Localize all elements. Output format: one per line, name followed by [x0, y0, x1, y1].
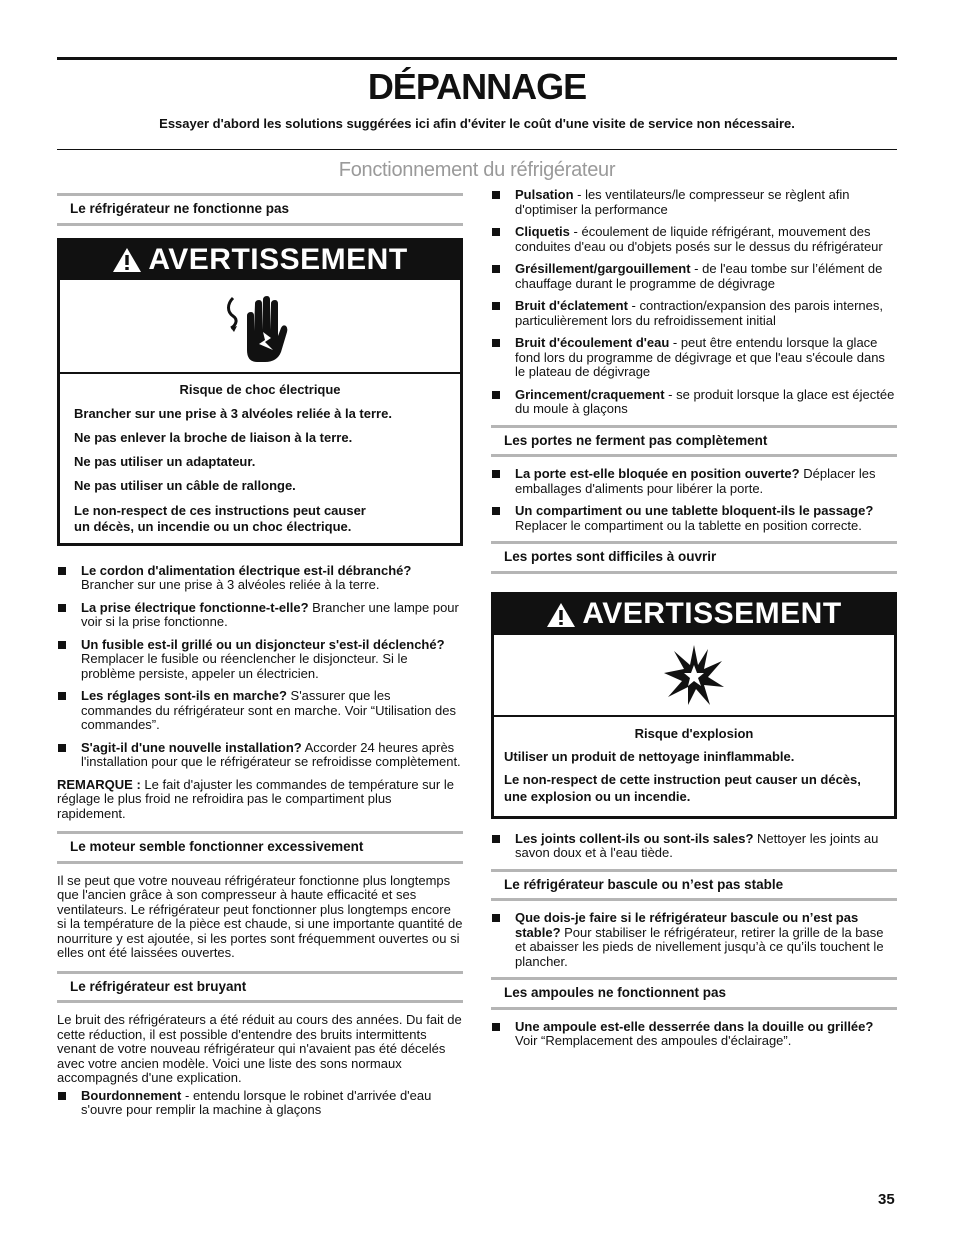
subheading-doors-close: Les portes ne ferment pas complètement: [491, 425, 897, 458]
paragraph-noisy: Le bruit des réfrigérateurs a été réduit au cours des années. Du fait de cette réduction, il est possible d'entendre des bruits intermittents venant de votre nouveau réfrigérateur qui n'avaient pas été décelés avec votre ancien modèle. Voici une liste des sons normaux accompagnés d'une explication.: [57, 1012, 462, 1085]
page-title: DÉPANNAGE: [367, 66, 587, 107]
warning-text: [60, 374, 460, 535]
list-item: Cliquetis - écoulement de liquide réfrigérant, mouvement des conduites d'eau ou d'objets posés sur le dessus du réfrigérateur: [491, 225, 897, 254]
warning-label: AVERTISSEMENT: [582, 597, 842, 631]
list-item: La prise électrique fonctionne-t-elle? Brancher une lampe pour voir si la prise fonctionne.: [57, 601, 463, 630]
doors-list: [491, 467, 897, 533]
list-item: Les réglages sont-ils en marche? S'assurer que les commandes du réfrigérateur sont en marche. Voir “Utilisation des commandes”.: [57, 689, 463, 733]
warning-line: Utiliser un produit de nettoyage ininflammable.: [504, 748, 795, 764]
checklist-not-working: [57, 564, 463, 770]
left-column: [57, 193, 463, 1126]
electric-shock-hand-icon: [225, 286, 295, 366]
list-item: Le cordon d'alimentation électrique est-il débranché? Brancher sur une prise à 3 alvéoles reliée à la terre.: [57, 564, 463, 593]
list-item: Grésillement/gargouillement - de l'eau tombe sur l’élément de chauffage durant le programme de dégivrage: [491, 262, 897, 291]
list-item: Bruit d'éclatement - contraction/expansion des parois internes, particulièrement lors du refroidissement initial: [491, 299, 897, 328]
warning-consequence: Le non-respect de cette instruction peut causer un décès,: [504, 771, 861, 787]
list-item: Bruit d'écoulement d'eau - peut être entendu lorsque la glace fond lors du programme de dégivrage et que l'eau s'écoule dans le plateau de dégivrage: [491, 336, 897, 380]
warning-line: Ne pas utiliser un adaptateur.: [74, 453, 256, 469]
warning-line: Ne pas enlever la broche de liaison à la terre.: [74, 429, 353, 445]
list-item: Pulsation - les ventilateurs/le compresseur se règlent afin d'optimiser la performance: [491, 188, 897, 217]
warning-box-explosion: [491, 592, 897, 819]
warning-risk: Risque de choc électrique: [179, 381, 341, 397]
warning-consequence: Le non-respect de ces instructions peut causer: [74, 502, 366, 518]
list-item: Que dois-je faire si le réfrigérateur bascule ou n’est pas stable? Pour stabiliser le réfrigérateur, retirer la grille de la base et abaisser les pieds de nivellement jusqu’à ce qu’ils touchent le plancher.: [491, 911, 897, 969]
warning-box-electric: [57, 238, 463, 546]
warning-label: AVERTISSEMENT: [148, 242, 408, 276]
warning-risk: Risque d'explosion: [634, 725, 754, 741]
paragraph-motor: Il se peut que votre nouveau réfrigérateur fonctionne plus longtemps que l'ancien grâce à son compresseur à haute efficacité et ses ventilateurs. Le réfrigérateur peut fonctionner plus longtemps encore si la température de la pièce est chaude, si une importante quantité de nourriture y est ajoutée, si les portes sont fréquemment ouvertes ou si elles ont été laissées ouvertes.: [57, 872, 463, 960]
page-number: 35: [878, 1191, 895, 1208]
warning-header: [494, 595, 894, 635]
list-item: La porte est-elle bloquée en position ouverte? Déplacer les emballages d'aliments pour libérer la porte.: [491, 467, 897, 496]
subheading-noisy: Le réfrigérateur est bruyant: [57, 971, 463, 1004]
list-item: Bourdonnement - entendu lorsque le robinet d'arrivée d'eau s'ouvre pour remplir la machine à glaçons: [57, 1089, 463, 1118]
subheading-bulbs: Les ampoules ne fonctionnent pas: [491, 977, 897, 1010]
list-item: Un fusible est-il grillé ou un disjoncteur s'est-il déclenché? Remplacer le fusible ou réenclencher le disjoncteur. Si le problème persiste, appeler un électricien.: [57, 638, 463, 682]
subheading-tilt: Le réfrigérateur bascule ou n’est pas stable: [491, 869, 897, 902]
subheading-doors-open: Les portes sont difficiles à ouvrir: [491, 541, 897, 574]
warning-triangle-icon: [112, 247, 142, 273]
explosion-icon: [662, 643, 726, 707]
warning-icon-area: [494, 635, 894, 717]
warning-consequence: une explosion ou un incendie.: [504, 788, 691, 804]
subheading-not-working: Le réfrigérateur ne fonctionne pas: [57, 193, 463, 226]
subheading-motor: Le moteur semble fonctionner excessivement: [57, 831, 463, 864]
list-item: Les joints collent-ils ou sont-ils sales? Nettoyer les joints au savon doux et à l'eau tiède.: [491, 832, 897, 861]
warning-triangle-icon: [546, 602, 576, 628]
page-subtitle: Essayer d'abord les solutions suggérées ici afin d'éviter le coût d'une visite de service non nécessaire.: [159, 116, 795, 131]
top-rule: [57, 57, 897, 60]
warning-line: Ne pas utiliser un câble de rallonge.: [74, 477, 296, 493]
warning-icon-area: [60, 280, 460, 374]
section-title: Fonctionnement du réfrigérateur: [338, 159, 616, 181]
list-item: Une ampoule est-elle desserrée dans la douille ou grillée? Voir “Remplacement des ampoules d'éclairage”.: [491, 1020, 897, 1049]
seals-list: [491, 832, 897, 861]
warning-consequence: un décès, un incendie ou un choc électrique.: [74, 518, 352, 534]
right-column: [491, 188, 897, 1057]
noise-list-right: [491, 188, 897, 417]
noise-list-left: [57, 1089, 463, 1118]
list-item: Grincement/craquement - se produit lorsque la glace est éjectée du moule à glaçons: [491, 388, 897, 417]
remark: REMARQUE : Le fait d'ajuster les commandes de température sur le réglage le plus froid ne refroidira pas le compartiment plus rapidement.: [57, 776, 454, 821]
warning-line: Brancher sur une prise à 3 alvéoles reliée à la terre.: [74, 405, 392, 421]
section-rule: [57, 149, 897, 150]
tilt-list: [491, 911, 897, 969]
warning-text: [494, 717, 894, 805]
list-item: S'agit-il d'une nouvelle installation? Accorder 24 heures après l'installation pour que le réfrigérateur se refroidisse complètement.: [57, 741, 463, 770]
bulb-list: [491, 1020, 897, 1049]
list-item: Un compartiment ou une tablette bloquent-ils le passage? Replacer le compartiment ou la tablette en position correcte.: [491, 504, 897, 533]
warning-header: [60, 241, 460, 280]
